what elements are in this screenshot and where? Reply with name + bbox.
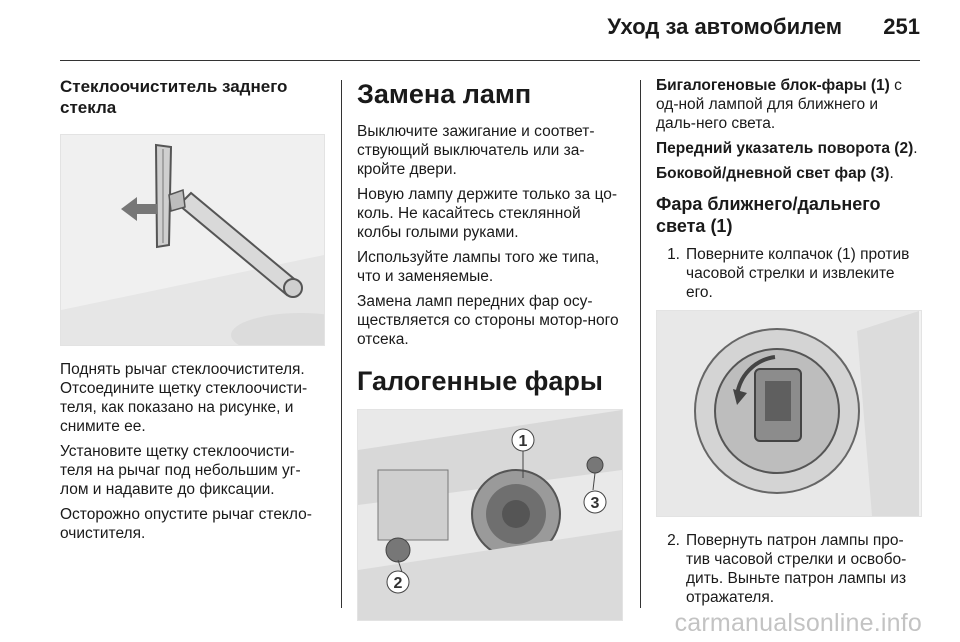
figure-label-1: 1 (518, 433, 528, 450)
column-rear-wiper (60, 76, 325, 549)
step-list (656, 245, 922, 302)
column-divider (341, 80, 342, 608)
section-heading-halogen: Галогенные фары (357, 366, 603, 396)
paragraph: Выключите зажигание и соответ-ствующий выключатель или за-кройте двери. (357, 123, 595, 178)
step-number: 1. (667, 246, 680, 263)
intro-bold: Боковой/дневной свет фар (3) (656, 165, 890, 182)
headlamp-illustration (357, 409, 623, 621)
intro-line (656, 76, 922, 133)
bulb-cap-illustration (656, 310, 922, 517)
section-heading-low-high-beam: Фара ближнего/дальнего света (1) (656, 194, 881, 236)
wiper-illustration (60, 134, 325, 346)
intro-rest: с од-ной лампой для ближнего и даль-него света. (656, 77, 902, 132)
intro-bold: Бигалогеновые блок-фары (1) (656, 77, 890, 94)
header-title: Уход за автомобилем (607, 14, 842, 39)
list-item (656, 245, 922, 302)
watermark: carmanualsonline.info (674, 609, 922, 637)
page-number: 251 (883, 14, 920, 39)
step-number: 2. (667, 532, 680, 549)
list-item (656, 531, 922, 607)
step-list (656, 531, 922, 607)
paragraph: Установите щетку стеклоочисти-теля на рычаг под небольшим уг-лом и надавите до фиксации. (60, 443, 301, 498)
column-bulb-replacement (357, 76, 625, 635)
paragraph: Новую лампу держите только за цо-коль. Не касайтесь стеклянной колбы голыми руками. (357, 186, 618, 241)
paragraph: Осторожно опустите рычаг стекло-очистителя. (60, 506, 312, 542)
section-heading-rear-wiper: Стеклоочиститель заднего стекла (60, 77, 288, 117)
step-text: Повернуть патрон лампы про-тив часовой стрелки и освобо-дить. Выньте патрон лампы из отражателя. (686, 532, 907, 606)
intro-line (656, 164, 922, 183)
figure-label-3: 3 (590, 495, 600, 512)
header-rule (60, 60, 920, 61)
intro-bold: Передний указатель поворота (2) (656, 140, 914, 157)
column-halogen-details (656, 76, 922, 613)
paragraph: Используйте лампы того же типа, что и заменяемые. (357, 249, 600, 285)
paragraph: Поднять рычаг стеклоочистителя. Отсоедините щетку стеклоочисти-теля, как показано на рисунке, и снимите ее. (60, 361, 308, 435)
intro-rest: . (913, 140, 918, 157)
step-text: Поверните колпачок (1) против часовой стрелки и извлеките его. (686, 246, 910, 301)
figure-label-2: 2 (393, 575, 403, 592)
section-title-bulb-replacement: Замена ламп (357, 79, 532, 109)
paragraph: Замена ламп передних фар осу-ществляется со стороны мотор-ного отсека. (357, 293, 619, 348)
intro-line (656, 139, 922, 158)
intro-rest: . (889, 165, 894, 182)
column-divider (640, 80, 641, 608)
